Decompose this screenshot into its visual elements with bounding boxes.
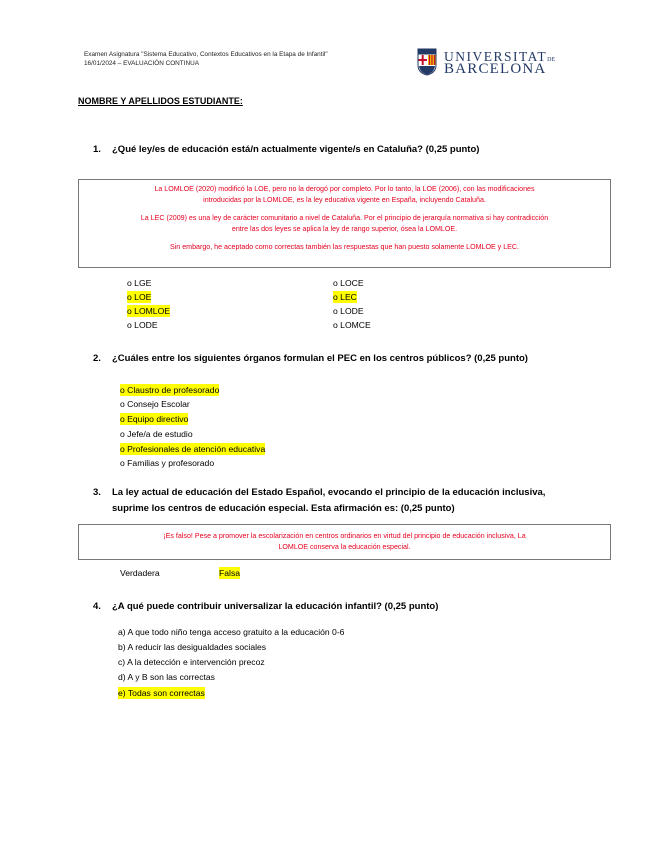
q4-option-e[interactable]: e) Todas son correctas (118, 688, 205, 698)
university-shield-icon (417, 48, 437, 76)
question-1-feedback-box (78, 179, 611, 268)
question-4 (93, 601, 438, 612)
q3-option-verdadera[interactable]: Verdadera (120, 568, 160, 578)
q2-option-profesionales[interactable]: o Profesionales de atención educativa (120, 444, 266, 454)
question-2-number: 2. (93, 353, 101, 364)
feedback-line: entre las dos leyes se aplica la ley de rango superior, ósea la LOMLOE. (231, 224, 458, 233)
question-4-number: 4. (93, 601, 101, 612)
q1-option-loce[interactable]: o LOCE (333, 278, 364, 288)
q1-option-lomce[interactable]: o LOMCE (333, 320, 371, 330)
logo-de: DE (547, 57, 556, 63)
feedback-line: La LEC (2009) es una ley de carácter comunitario a nivel de Cataluña. Por el principio de jerarquía normativa si hay contradicción (140, 214, 549, 222)
q4-option-b[interactable]: b) A reducir las desigualdades sociales (118, 642, 267, 652)
q2-option-claustro[interactable]: o Claustro de profesorado (120, 385, 220, 395)
q1-option-lode[interactable]: o LODE (127, 320, 158, 330)
student-name-label: NOMBRE Y APELLIDOS ESTUDIANTE: (78, 96, 243, 106)
question-3 (93, 485, 593, 517)
q1-option-lec[interactable]: o LEC (333, 292, 357, 302)
q4-option-a[interactable]: a) A que todo niño tenga acceso gratuito a la educación 0-6 (118, 627, 345, 637)
q4-option-d[interactable]: d) A y B son las correctas (118, 672, 215, 682)
q2-option-jefe-estudio[interactable]: o Jefe/a de estudio (120, 429, 193, 439)
q1-option-lode-2[interactable]: o LODE (333, 306, 364, 316)
feedback-line: LOMLOE conserva la educación especial. (278, 542, 411, 551)
feedback-line: introducidas por la LOMLOE, es la ley educativa vigente en España, incluyendo Cataluña. (203, 195, 486, 204)
feedback-line: ¡Es falso! Pese a promover la escolarización en centros ordinarios en virtud del principio de educación inclusiva, La (163, 532, 526, 540)
q2-option-consejo-escolar[interactable]: o Consejo Escolar (120, 399, 190, 409)
question-1 (93, 144, 479, 155)
q2-option-familias[interactable]: o Familias y profesorado (120, 458, 215, 468)
question-1-number: 1. (93, 144, 101, 155)
question-2-text: ¿Cuáles entre los siguientes órganos formulan el PEC en los centros públicos? (0,25 punto) (112, 353, 528, 364)
exam-header-line1: Examen Asignatura "Sistema Educativo, Contextos Educativos en la Etapa de Infantil" (84, 51, 328, 58)
q4-option-c[interactable]: c) A la detección e intervención precoz (118, 657, 265, 667)
feedback-line: La LOMLOE (2020) modificó la LOE, pero no la derogó por completo. Por lo tanto, la LOE (2006), con las modificaciones (154, 185, 535, 193)
question-3-text-line1: La ley actual de educación del Estado Español, evocando el principio de la educación inclusiva, (112, 487, 546, 498)
logo-universitat: UNIVERSITAT (444, 49, 548, 64)
exam-header-line2: 16/01/2024 – EVALUACIÓN CONTINUA (84, 60, 199, 67)
q1-option-lge[interactable]: o LGE (127, 278, 152, 288)
question-4-text: ¿A qué puede contribuir universalizar la educación infantil? (0,25 punto) (112, 601, 439, 612)
q1-option-lomloe[interactable]: o LOMLOE (127, 306, 170, 316)
feedback-line: Sin embargo, he aceptado como correctas también las respuestas que han puesto solamente LOMLOE y LEC. (170, 243, 519, 251)
question-1-text: ¿Qué ley/es de educación está/n actualmente vigente/s en Cataluña? (0,25 punto) (112, 144, 480, 155)
q2-option-equipo-directivo[interactable]: o Equipo directivo (120, 414, 189, 424)
q1-option-loe[interactable]: o LOE (127, 292, 152, 302)
question-3-text-line2: suprime los centros de educación especial. Esta afirmación es: (0,25 punto) (112, 503, 455, 514)
question-2 (93, 353, 528, 364)
q3-option-falsa[interactable]: Falsa (219, 568, 241, 578)
logo-barcelona: BARCELONA (444, 61, 547, 77)
university-logo (417, 48, 556, 78)
question-3-feedback-box (78, 524, 611, 560)
question-3-number: 3. (93, 487, 101, 498)
